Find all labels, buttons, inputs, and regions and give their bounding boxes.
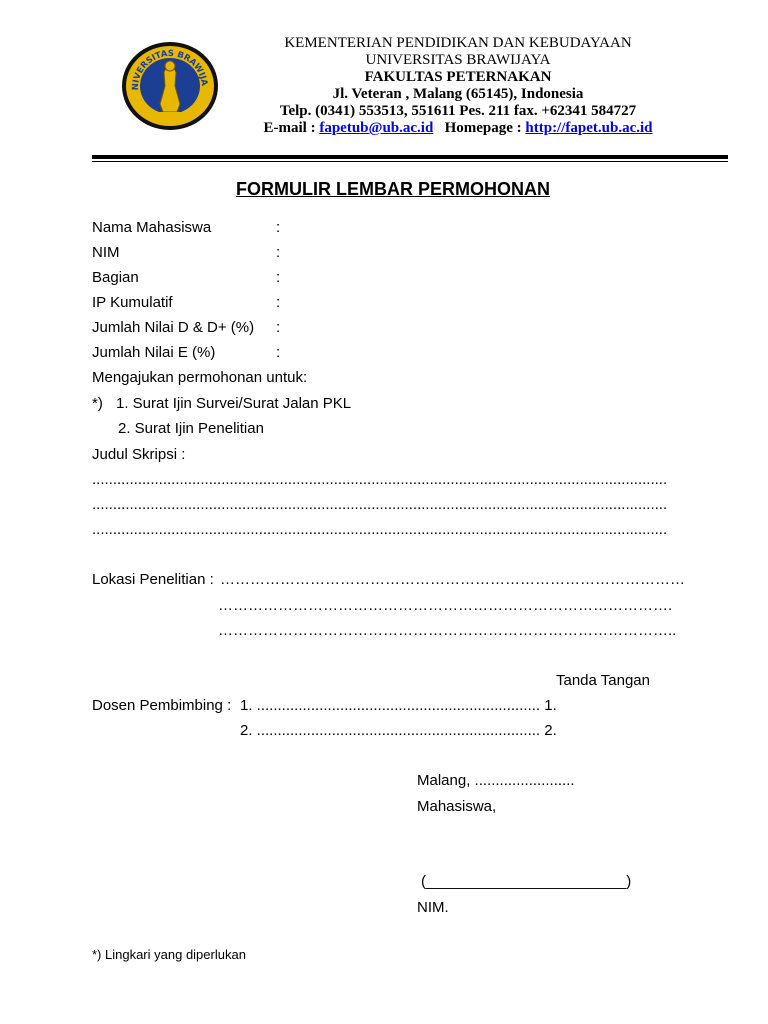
address: Jl. Veteran , Malang (65145), Indonesia bbox=[332, 86, 584, 102]
field-colon-bagian: : bbox=[276, 269, 281, 286]
signature-line: (________________________) bbox=[421, 873, 632, 890]
nim-label: NIM. bbox=[417, 899, 449, 916]
thesis-line-1: .......................................................................................................................................... bbox=[92, 471, 668, 488]
field-label-nilai-d: Jumlah Nilai D & D+ (%) bbox=[92, 319, 255, 336]
field-label-nama: Nama Mahasiswa bbox=[92, 219, 212, 236]
faculty-name: FAKULTAS PETERNAKAN bbox=[364, 69, 552, 85]
homepage-link[interactable]: http://fapet.ub.ac.id bbox=[525, 120, 653, 136]
field-colon-nilai-d: : bbox=[276, 319, 281, 336]
thesis-label: Judul Skripsi : bbox=[92, 446, 186, 463]
field-colon-nim: : bbox=[276, 244, 281, 261]
location-line-2: ………………………………………………………………………………. bbox=[218, 597, 673, 614]
field-label-ipk: IP Kumulatif bbox=[92, 294, 173, 311]
header-divider-thick bbox=[92, 155, 728, 159]
option-marker: *) bbox=[92, 395, 103, 412]
thesis-line-3: .......................................................................................................................................... bbox=[92, 521, 668, 538]
ministry-name: KEMENTERIAN PENDIDIKAN DAN KEBUDAYAAN bbox=[284, 35, 632, 51]
footnote: *) Lingkari yang diperlukan bbox=[92, 947, 246, 962]
place-date: Malang, ........................ bbox=[417, 772, 575, 789]
form-title: FORMULIR LEMBAR PERMOHONAN bbox=[236, 179, 550, 199]
homepage-label: Homepage : bbox=[444, 120, 522, 136]
logo-text: NIVERSITAS BRAWIJA bbox=[130, 48, 209, 91]
location-line-1: ………………………………………………………………………………… bbox=[220, 571, 685, 588]
header-divider-thin bbox=[92, 161, 728, 162]
field-label-bagian: Bagian bbox=[92, 269, 139, 286]
field-colon-nilai-e: : bbox=[276, 344, 281, 361]
signature-header: Tanda Tangan bbox=[556, 672, 650, 689]
email-label: E-mail : bbox=[263, 120, 316, 136]
option-survei-pkl: 1. Surat Ijin Survei/Surat Jalan PKL bbox=[116, 395, 352, 412]
phone-fax: Telp. (0341) 553513, 551611 Pes. 211 fax. +62341 584727 bbox=[279, 103, 637, 119]
request-intro: Mengajukan permohonan untuk: bbox=[92, 369, 308, 386]
supervisor-line-1: 1. .................................................................... 1. bbox=[240, 697, 557, 714]
field-colon-ipk: : bbox=[276, 294, 281, 311]
supervisor-line-2: 2. .................................................................... 2. bbox=[240, 722, 557, 739]
supervisor-label: Dosen Pembimbing : bbox=[92, 697, 232, 714]
university-name: UNIVERSITAS BRAWIJAYA bbox=[365, 52, 551, 68]
option-penelitian: 2. Surat Ijin Penelitian bbox=[118, 420, 264, 437]
location-line-3: ……………………………………………………………………………….. bbox=[218, 622, 677, 639]
contact-line bbox=[248, 120, 668, 137]
student-label: Mahasiswa, bbox=[417, 798, 497, 815]
field-label-nim: NIM bbox=[92, 244, 120, 261]
university-logo bbox=[120, 40, 220, 132]
thesis-line-2: .......................................................................................................................................... bbox=[92, 496, 668, 513]
field-label-nilai-e: Jumlah Nilai E (%) bbox=[92, 344, 216, 361]
email-link[interactable]: fapetub@ub.ac.id bbox=[319, 120, 434, 136]
location-label: Lokasi Penelitian : bbox=[92, 571, 214, 588]
field-colon-nama: : bbox=[276, 219, 281, 236]
